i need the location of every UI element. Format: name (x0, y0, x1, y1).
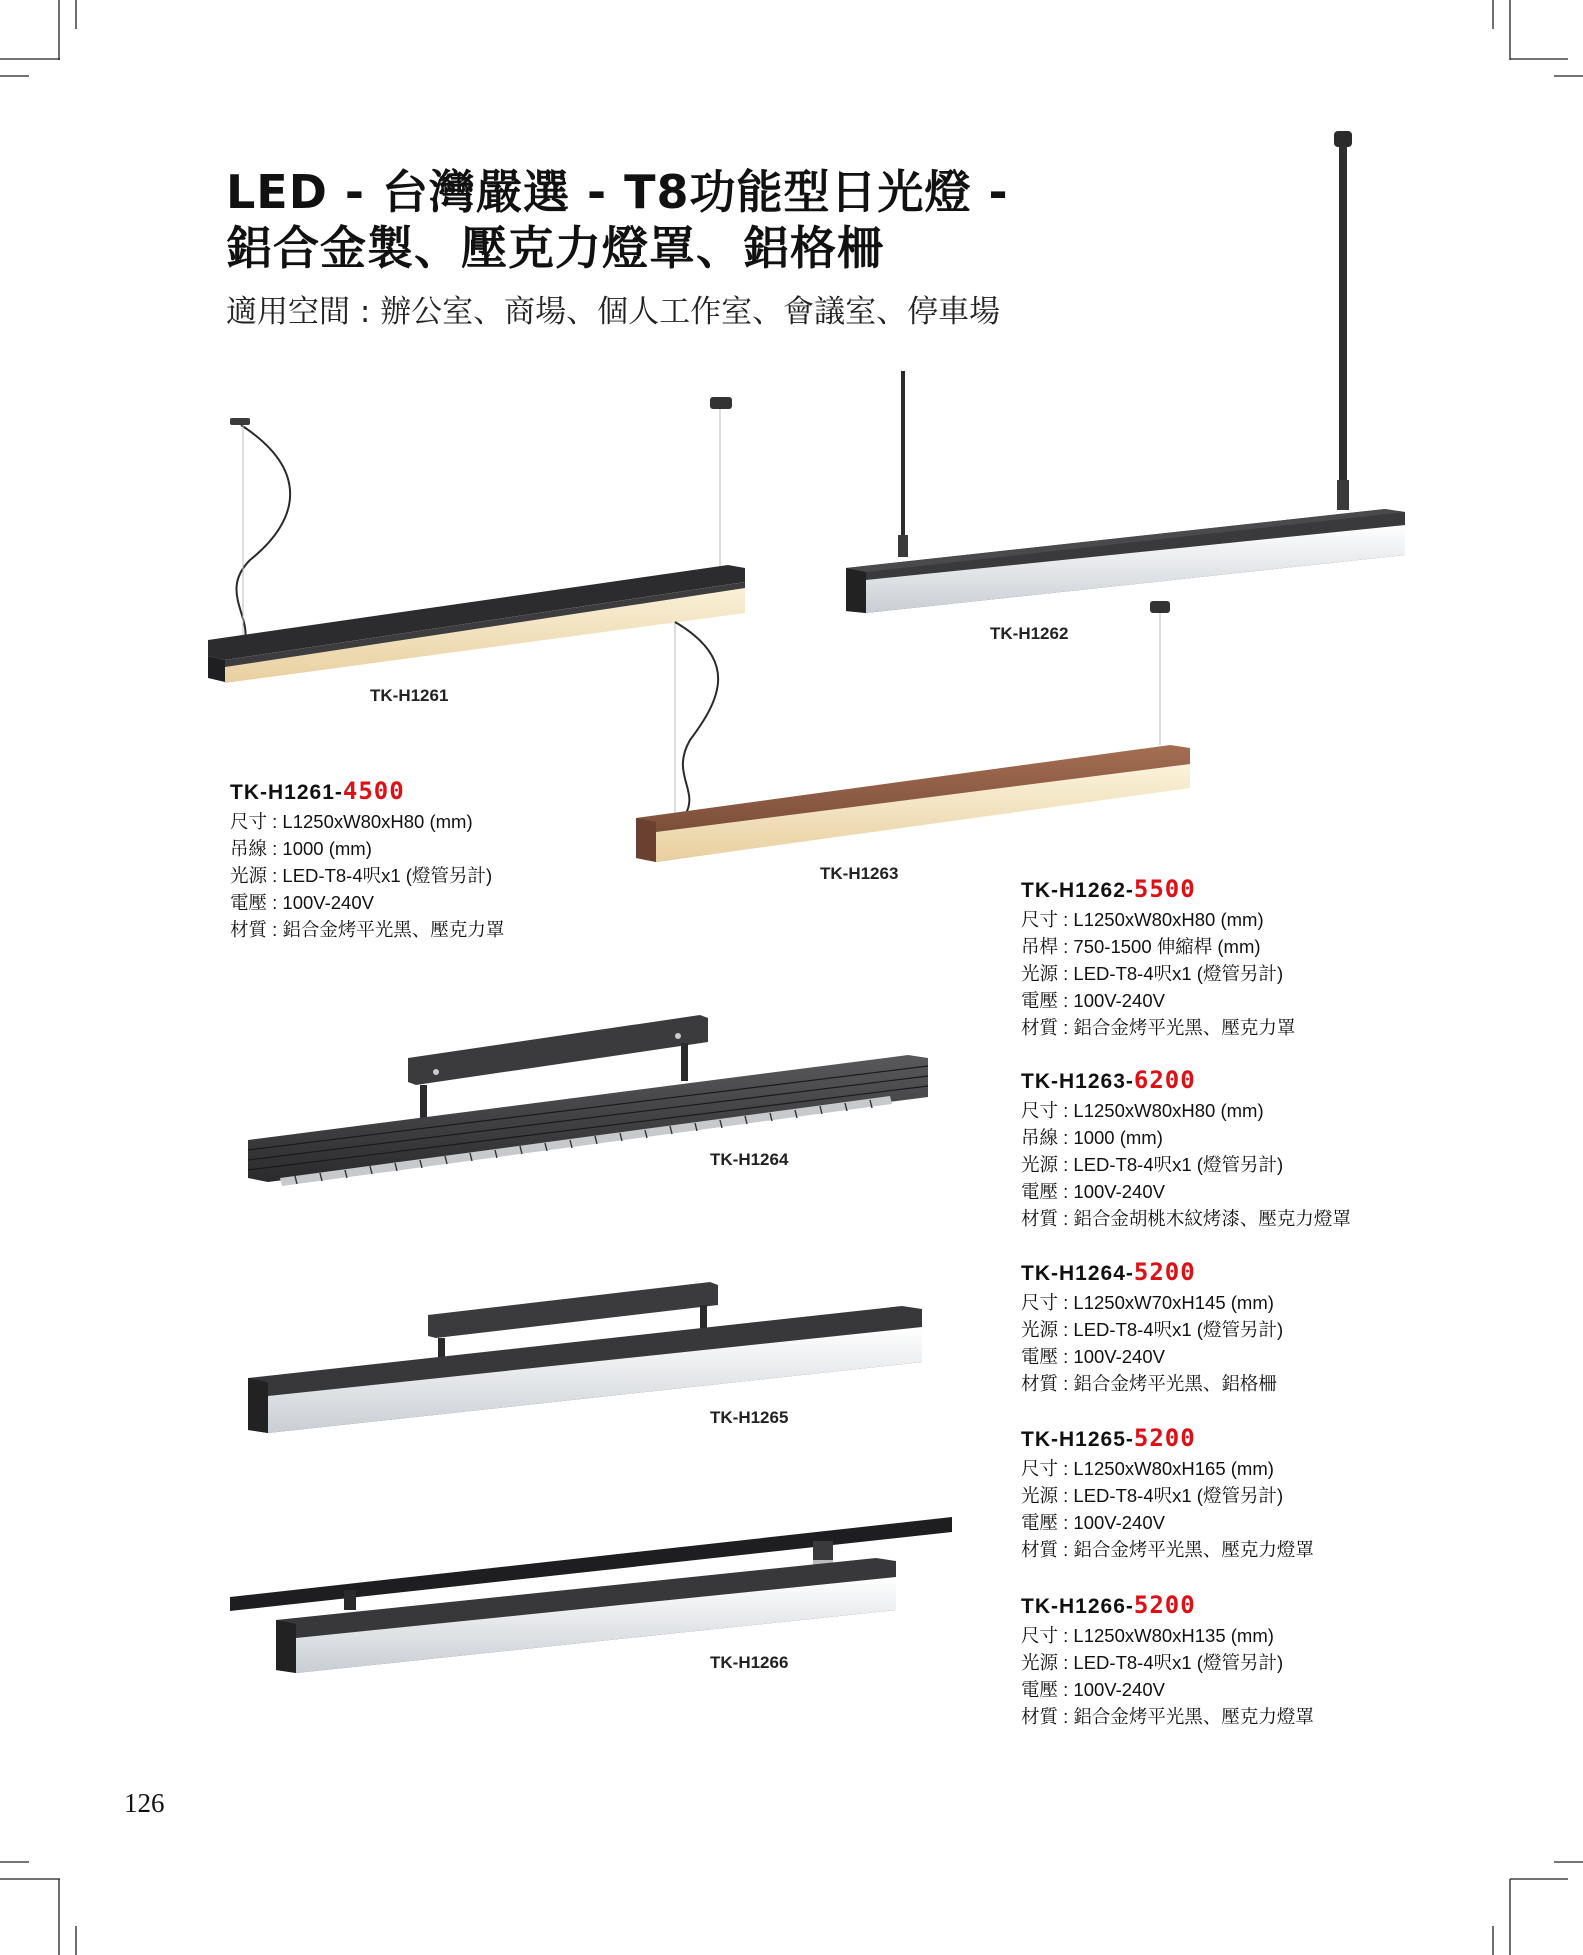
spec-line: 光源 : LED-T8-4呎x1 (燈管另計) (1021, 1319, 1284, 1340)
model-number: TK-H1265 (1021, 1428, 1126, 1451)
price: 5500 (1133, 875, 1196, 903)
spec-line: 尺寸 : L1250xW70xH145 (mm) (1021, 1292, 1274, 1313)
spec-line: 材質 : 鋁合金烤平光黑、壓克力罩 (1021, 1017, 1296, 1038)
title-line-2: 鋁合金製、壓克力燈罩、鋁格柵 (226, 221, 884, 275)
model-number: TK-H1266 (1021, 1595, 1126, 1618)
spec-heading: TK-H1264-5200 (1021, 1258, 1196, 1286)
model-number: TK-H1262 (1021, 879, 1126, 902)
page-subtitle: 適用空間 : 辦公室、商場、個人工作室、會議室、停車場 (226, 294, 1001, 330)
spec-line: 尺寸 : L1250xW80xH165 (mm) (1021, 1458, 1274, 1479)
spec-line: 材質 : 鋁合金烤平光黑、壓克力罩 (230, 919, 505, 940)
spec-line: 電壓 : 100V-240V (1021, 1181, 1165, 1202)
fixture-tk-h1261 (208, 397, 745, 683)
figure-label-tk-h1262: TK-H1262 (990, 624, 1069, 643)
spec-line: 光源 : LED-T8-4呎x1 (燈管另計) (230, 865, 493, 886)
model-number: TK-H1264 (1021, 1262, 1126, 1285)
spec-line: 材質 : 鋁合金烤平光黑、鋁格柵 (1021, 1373, 1277, 1394)
page-title (226, 164, 1009, 276)
spec-heading: TK-H1262-5500 (1021, 875, 1196, 903)
fixture-tk-h1264 (248, 1015, 928, 1186)
title-line-1: LED - 台灣嚴選 - T8功能型日光燈 - (226, 165, 1009, 219)
spec-heading: TK-H1265-5200 (1021, 1424, 1196, 1452)
spec-line: 材質 : 鋁合金胡桃木紋烤漆、壓克力燈罩 (1021, 1208, 1351, 1229)
spec-block-tk-h1265 (1021, 1425, 1314, 1563)
spec-heading: TK-H1266-5200 (1021, 1591, 1196, 1619)
fixture-tk-h1263 (636, 601, 1190, 862)
spec-heading: TK-H1263-6200 (1021, 1066, 1196, 1094)
spec-line: 尺寸 : L1250xW80xH135 (mm) (1021, 1625, 1274, 1646)
spec-line: 尺寸 : L1250xW80xH80 (mm) (1021, 1100, 1264, 1121)
figure-label-tk-h1263: TK-H1263 (820, 864, 899, 883)
page-number: 126 (124, 1788, 165, 1818)
spec-line: 尺寸 : L1250xW80xH80 (mm) (1021, 909, 1264, 930)
spec-line: 電壓 : 100V-240V (1021, 1512, 1165, 1533)
price: 4500 (342, 777, 405, 805)
figure-label-tk-h1265: TK-H1265 (710, 1408, 789, 1427)
spec-line: 電壓 : 100V-240V (1021, 1679, 1165, 1700)
model-number: TK-H1261 (230, 781, 335, 804)
figure-label-tk-h1266: TK-H1266 (710, 1653, 789, 1672)
fixture-tk-h1265 (248, 1282, 922, 1433)
figure-label-tk-h1261: TK-H1261 (370, 686, 449, 705)
spec-line: 吊線 : 1000 (mm) (230, 838, 372, 859)
spec-block-tk-h1264 (1021, 1259, 1283, 1397)
fixture-tk-h1266 (230, 1517, 952, 1673)
price: 5200 (1133, 1591, 1196, 1619)
spec-line: 光源 : LED-T8-4呎x1 (燈管另計) (1021, 1485, 1284, 1506)
model-number: TK-H1263 (1021, 1070, 1126, 1093)
spec-line: 電壓 : 100V-240V (1021, 1346, 1165, 1367)
spec-block-tk-h1262 (1021, 876, 1295, 1041)
spec-line: 吊桿 : 750-1500 伸縮桿 (mm) (1021, 936, 1261, 957)
spec-line: 電壓 : 100V-240V (230, 892, 374, 913)
price: 5200 (1133, 1424, 1196, 1452)
spec-line: 光源 : LED-T8-4呎x1 (燈管另計) (1021, 1154, 1284, 1175)
spec-line: 光源 : LED-T8-4呎x1 (燈管另計) (1021, 1652, 1284, 1673)
spec-block-tk-h1261 (230, 778, 504, 943)
spec-line: 光源 : LED-T8-4呎x1 (燈管另計) (1021, 963, 1284, 984)
spec-block-tk-h1266 (1021, 1592, 1314, 1730)
spec-heading: TK-H1261-4500 (230, 777, 405, 805)
spec-block-tk-h1263 (1021, 1067, 1351, 1232)
figure-label-tk-h1264: TK-H1264 (710, 1150, 789, 1169)
price: 6200 (1133, 1066, 1196, 1094)
spec-line: 尺寸 : L1250xW80xH80 (mm) (230, 811, 473, 832)
spec-line: 材質 : 鋁合金烤平光黑、壓克力燈罩 (1021, 1539, 1314, 1560)
spec-line: 材質 : 鋁合金烤平光黑、壓克力燈罩 (1021, 1706, 1314, 1727)
spec-line: 吊線 : 1000 (mm) (1021, 1127, 1163, 1148)
spec-line: 電壓 : 100V-240V (1021, 990, 1165, 1011)
price: 5200 (1133, 1258, 1196, 1286)
